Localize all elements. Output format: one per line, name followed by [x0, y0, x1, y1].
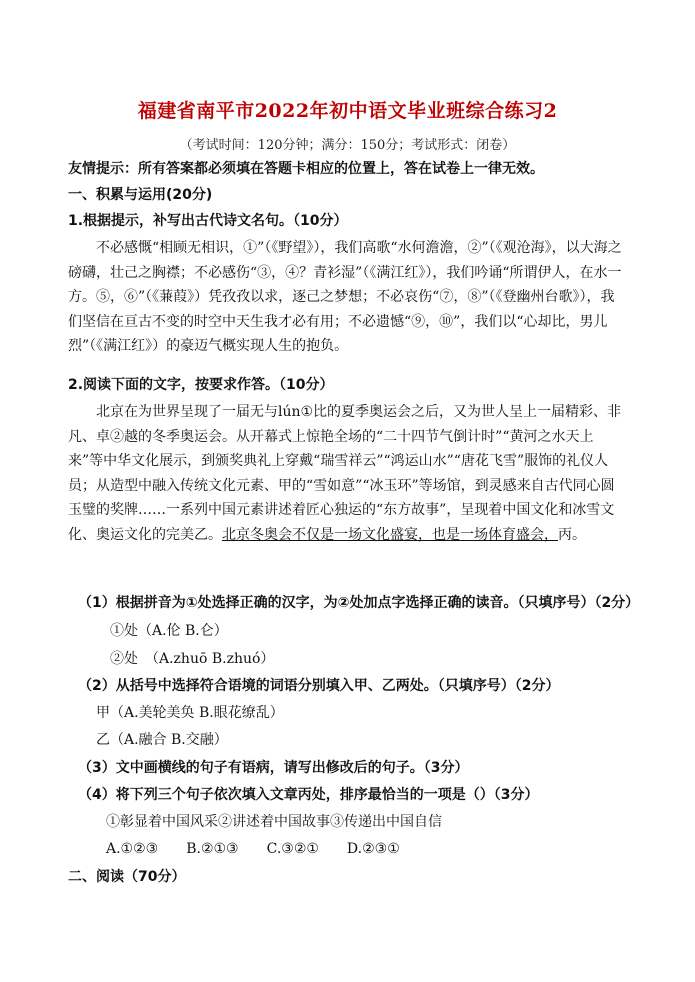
- sub-question-4-heading: （4）将下列三个句子依次填入文章丙处，排序最恰当的一项是（）（3分）: [78, 787, 539, 803]
- exam-subtitle: （考试时间：120分钟；满分：150分；考试形式：闭卷）: [179, 138, 516, 153]
- sub-question-1-heading: （1）根据拼音为①处选择正确的汉字，为②处加点字选择正确的读音。（只填序号）（2分）: [78, 595, 640, 611]
- sub-question-2-option-1: 甲（A.美轮美奂 B.眼花缭乱）: [96, 705, 284, 721]
- exam-title: 福建省南平市2022年初中语文毕业班综合练习2: [137, 100, 558, 122]
- sub-question-2-option-2: 乙（A.融合 B.交融）: [96, 732, 228, 748]
- passage-main: 北京在为世界呈现了一届无与lún①比的夏季奥运会之后，又为世人呈上一届精彩、非凡、卓②越的冬季奥运会。从开幕式上惊艳全场的“二十四节气倒计时”“黄河之水天上来”等中华文化展示，到颁奖典礼上穿戴“瑞雪祥云”“鸿运山水”“唐花飞雪”服饰的礼仪人员；从造型中融入传统文化元素、甲的“雪如意”“冰玉环”等场馆，到灵感来自古代同心圆玉璧的奖牌……一系列中国元素讲述着匠心独运的“东方故事”，呈现着中国文化和冰雪文化、奥运文化的完美乙。: [68, 404, 622, 543]
- sub-question-2-heading: （2）从括号中选择符合语境的词语分别填入甲、乙两处。（只填序号）（2分）: [78, 678, 560, 694]
- sub-question-3-heading: （3）文中画横线的句子有语病，请写出修改后的句子。（3分）: [78, 760, 469, 776]
- section-2-heading: 二、阅读（70分）: [68, 869, 186, 885]
- passage-underlined-sentence: 北京冬奥会不仅是一场文化盛宴，也是一场体育盛会，: [222, 526, 558, 543]
- sub-question-1-option-1: ①处（A.伦 B.仑）: [110, 623, 228, 639]
- sub-question-4-choices: A.①②③ B.②①③ C.③②① D.②③①: [106, 841, 400, 857]
- question-2-heading: 2.阅读下面的文字，按要求作答。（10分）: [68, 377, 334, 393]
- question-1-heading: 1.根据提示，补写出古代诗文名句。（10分）: [68, 213, 348, 229]
- question-2-passage: [68, 400, 628, 547]
- question-1-text: 不必感慨“相顾无相识，①”（《野望》），我们高歌“水何澹澹，②”（《观沧海》，以大海之磅礴，壮己之胸襟；不必感伤“③，④？青衫湿”（《满江红》），我们吟诵“所谓伊人，在水一方。⑤，⑥”（《蒹葭》）凭孜孜以求，逐己之梦想；不必哀伤“⑦，⑧”（《登幽州台歌》），我们坚信在亘古不变的时空中天生我才必有用；不必遗憾“⑨，⑩”，我们以“心却比，男儿烈”（《满江红》）的豪迈气概实现人生的抱负。: [68, 240, 622, 354]
- sub-question-4-sentences: ①彰显着中国风采②讲述着中国故事③传递出中国自信: [106, 814, 442, 830]
- sub-question-1-option-2: ②处 （A.zhuō B.zhuó）: [110, 651, 275, 667]
- section-1-heading: 一、积累与运用(20分): [68, 187, 213, 203]
- passage-end: 丙。: [558, 526, 586, 543]
- notice: 友情提示：所有答案都必须填在答题卡相应的位置上，答在试卷上一律无效。: [68, 161, 544, 177]
